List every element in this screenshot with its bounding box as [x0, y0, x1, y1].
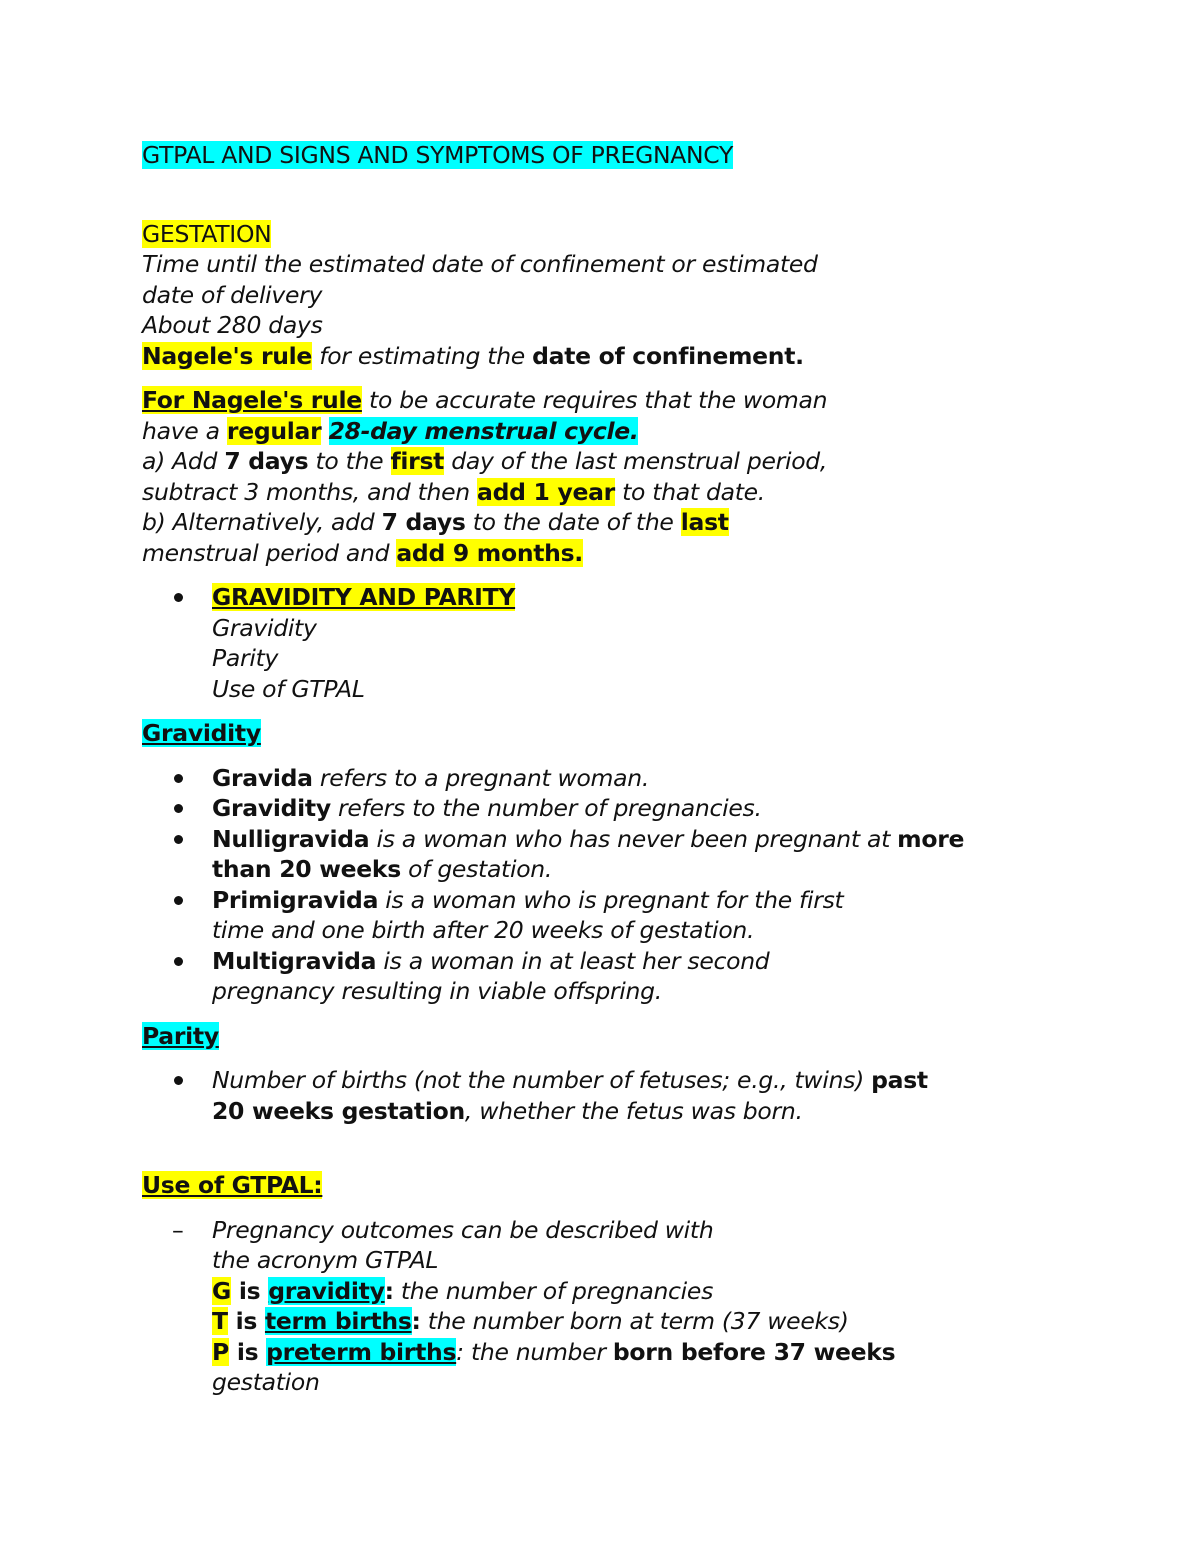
gtpal-p-line	[212, 1337, 1062, 1368]
parity-weeks: 20 weeks gestation	[212, 1096, 465, 1125]
method-b-text-1: b) Alternatively, add	[142, 508, 382, 536]
primigravida-term: Primigravida	[212, 885, 379, 914]
method-a-line-1	[142, 446, 1062, 477]
method-b-line-2	[142, 538, 1062, 569]
gtpal-intro-1: Pregnancy outcomes can be described with	[212, 1215, 714, 1244]
gtpal-t-colon: :	[411, 1307, 421, 1335]
method-a-text-2: to the	[308, 447, 391, 475]
space-text	[321, 417, 328, 445]
list-item	[212, 793, 1062, 824]
gp-subitem-gtpal: Use of GTPAL	[212, 674, 365, 703]
primigravida-definition: is a woman who is pregnant for the first	[378, 885, 844, 914]
gtpal-p-definition: : the number	[456, 1337, 613, 1366]
parity-list	[142, 1065, 1062, 1126]
method-b-text-2: to the date of the	[465, 508, 681, 536]
have-a-text: have a	[142, 416, 227, 445]
method-b-text-3: menstrual period and	[142, 538, 397, 567]
nagele-rule-term: Nagele's rule	[142, 341, 313, 370]
gestation-heading-line	[142, 219, 1062, 250]
gtpal-t-line	[212, 1306, 1062, 1337]
list-item	[212, 582, 1062, 704]
dash-bullet-icon: –	[172, 1215, 184, 1244]
gravidity-list	[142, 763, 1062, 1007]
method-b-add-months: add 9 months.	[396, 538, 583, 567]
gtpal-p-is: is	[228, 1337, 267, 1366]
gtpal-g-is: is	[231, 1276, 269, 1305]
method-a-add-year: add 1 year	[477, 477, 615, 506]
gtpal-g-letter: G	[212, 1276, 231, 1305]
nulligravida-definition: is a woman who has never been pregnant at	[369, 824, 898, 853]
regular-term: regular	[226, 416, 322, 445]
gravidity-definition: refers to the number of pregnancies.	[330, 794, 762, 822]
method-a-text-3: day of the last menstrual period,	[444, 447, 828, 475]
gravidity-heading-line	[142, 718, 1062, 749]
gp-subitem-parity: Parity	[212, 644, 279, 672]
parity-definition: Number of births (not the number of fetuses; e.g., twins)	[212, 1066, 872, 1094]
gtpal-g-line	[212, 1276, 1062, 1307]
gtpal-g-term: gravidity	[268, 1276, 385, 1305]
bullet-icon	[174, 957, 183, 966]
gtpal-p-weeks: born before 37 weeks	[612, 1337, 896, 1366]
gestation-definition-line-1: Time until the estimated date of confinement or estimated	[142, 250, 818, 278]
list-item	[212, 824, 1062, 885]
parity-past: past	[871, 1066, 928, 1094]
gtpal-p-gestation: gestation	[212, 1368, 320, 1396]
document-title: GTPAL AND SIGNS AND SYMPTOMS OF PREGNANCY	[142, 141, 734, 169]
nulligravida-gestation: of gestation.	[400, 855, 553, 883]
gravida-definition: refers to a pregnant woman.	[312, 763, 650, 792]
gtpal-intro-2: the acronym GTPAL	[212, 1246, 439, 1274]
nagele-rule-line	[142, 341, 1062, 372]
method-a-text-1: a) Add	[142, 447, 225, 475]
nagele-accuracy-line-2	[142, 416, 1062, 447]
nagele-accuracy-text: to be accurate requires that the woman	[361, 386, 828, 414]
method-a-days: 7 days	[224, 447, 309, 475]
cycle-term: 28-day menstrual cycle.	[328, 416, 639, 445]
gravidity-parity-heading: GRAVIDITY AND PARITY	[212, 583, 516, 611]
nagele-accuracy-line-1	[142, 385, 1062, 416]
gtpal-p-letter: P	[212, 1337, 229, 1366]
method-b-last: last	[680, 508, 729, 536]
gestation-definition-line-2: date of delivery	[142, 280, 323, 309]
parity-heading-line	[142, 1021, 1062, 1052]
method-a-first: first	[390, 447, 445, 475]
document-title-line	[142, 140, 1062, 171]
parity-definition-2: , whether the fetus was born.	[464, 1096, 803, 1125]
document-page	[142, 140, 1062, 1398]
primigravida-definition-2: time and one birth after 20 weeks of gestation.	[212, 916, 755, 944]
gravida-term: Gravida	[212, 763, 313, 792]
method-b-days: 7 days	[381, 508, 466, 536]
list-item	[212, 946, 1062, 1007]
list-item	[212, 885, 1062, 946]
gravidity-term: Gravidity	[212, 794, 331, 822]
method-a-text-4: subtract 3 months, and then	[142, 477, 478, 506]
bullet-icon	[174, 896, 183, 905]
list-item	[172, 1215, 1062, 1398]
nulligravida-more: more	[897, 824, 965, 853]
gestation-heading: GESTATION	[142, 219, 272, 248]
gtpal-t-letter: T	[212, 1307, 228, 1335]
gravidity-parity-list	[142, 582, 1062, 704]
nulligravida-term: Nulligravida	[212, 824, 370, 853]
gestation-duration: About 280 days	[142, 311, 323, 339]
gtpal-g-colon: :	[384, 1276, 394, 1305]
gtpal-t-definition: the number born at term (37 weeks)	[420, 1307, 849, 1335]
nulligravida-weeks: than 20 weeks	[212, 855, 401, 883]
parity-heading: Parity	[142, 1021, 219, 1050]
method-a-text-5: to that date.	[614, 477, 765, 506]
date-of-confinement-term: date of confinement.	[532, 341, 804, 370]
nagele-rule-link-text: For Nagele's rule	[142, 386, 362, 414]
gtpal-p-term: preterm births	[266, 1337, 457, 1366]
bullet-icon	[174, 774, 183, 783]
multigravida-definition: is a woman in at least her second	[376, 946, 770, 975]
nagele-rule-text: for estimating the	[312, 341, 533, 370]
gtpal-t-is: is	[227, 1307, 265, 1335]
multigravida-definition-2: pregnancy resulting in viable offspring.	[212, 977, 662, 1005]
method-b-line-1	[142, 507, 1062, 538]
gtpal-g-definition: the number of pregnancies	[393, 1276, 714, 1305]
list-item	[212, 1065, 1062, 1126]
gp-subitem-gravidity: Gravidity	[212, 613, 317, 642]
gtpal-t-term: term births	[264, 1307, 412, 1335]
list-item	[212, 763, 1062, 794]
multigravida-term: Multigravida	[212, 946, 377, 975]
gtpal-heading: Use of GTPAL:	[142, 1171, 323, 1199]
bullet-icon	[174, 593, 183, 602]
bullet-icon	[174, 1076, 183, 1085]
gtpal-heading-line	[142, 1170, 1062, 1201]
gtpal-list	[142, 1215, 1062, 1398]
bullet-icon	[174, 804, 183, 813]
gravidity-heading: Gravidity	[142, 719, 261, 747]
bullet-icon	[174, 835, 183, 844]
method-a-line-2	[142, 477, 1062, 508]
